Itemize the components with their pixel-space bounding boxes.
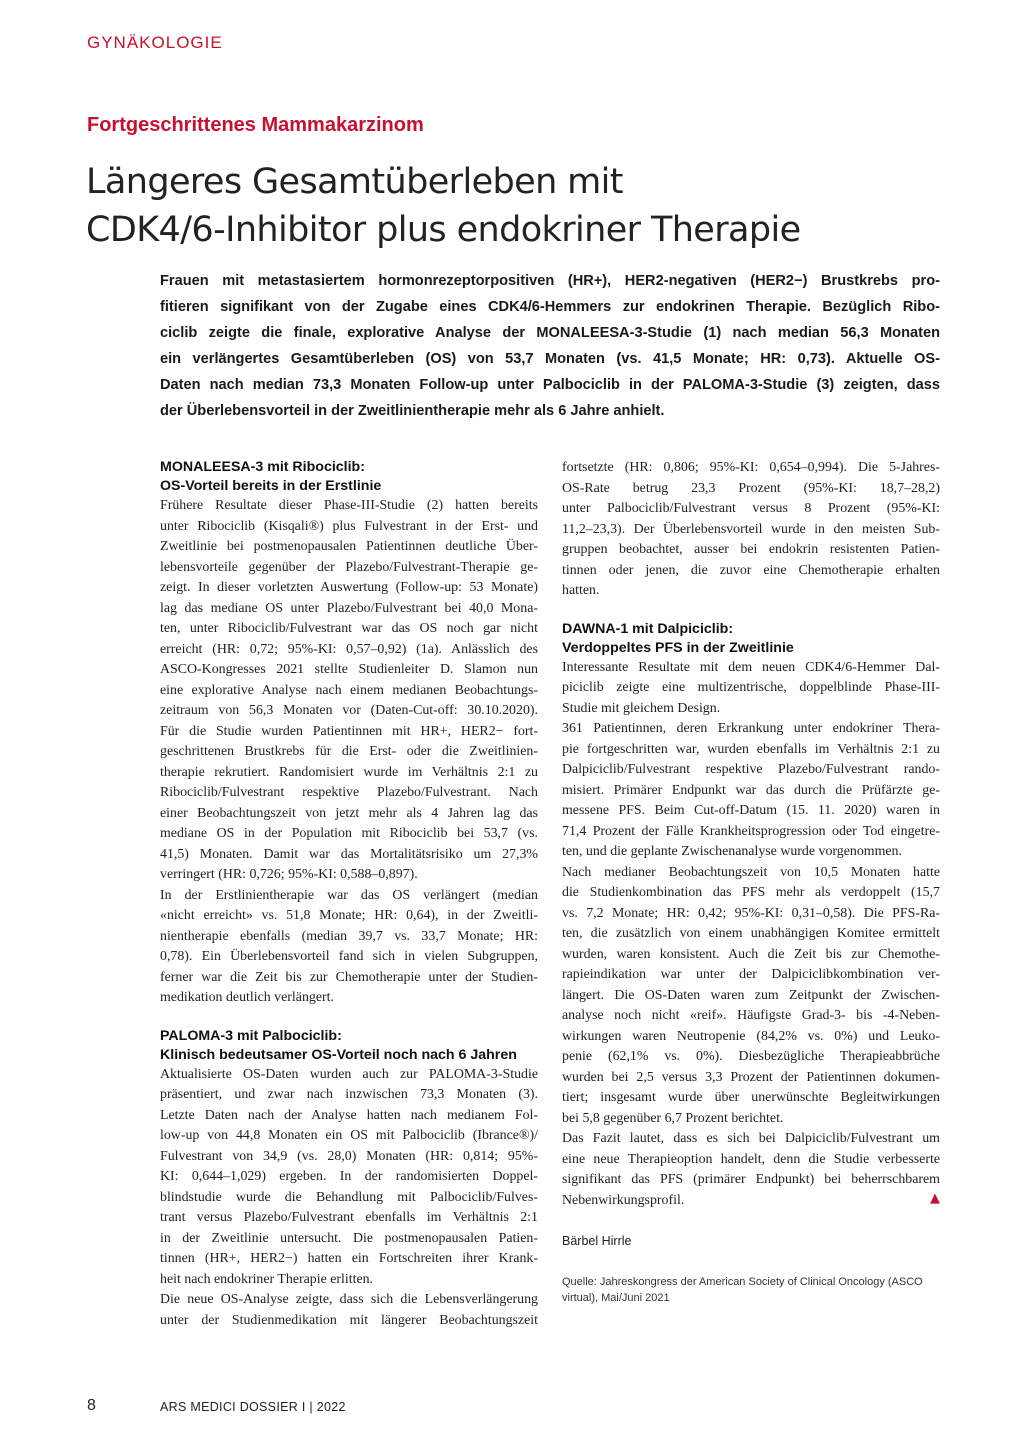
text-line: ten, unter Ribociclib/Fulvestrant war das OS noch gar nicht	[160, 621, 538, 636]
text-line: wurden bei 2,5 versus 3,3 Prozent der Patientinnen dokumen-	[562, 1069, 940, 1085]
text-line: trant versus Plazebo/Fulvestrant ebenfalls im Verhältnis 2:1	[160, 1210, 538, 1225]
text-line: analyse noch nicht «reif». Häufigste Grad-3- bis -4-Neben-	[562, 1008, 940, 1023]
text-line: In der Erstlinientherapie war das OS verlängert (median	[160, 887, 538, 903]
text-line: nientherapie ebenfalls (median 39,7 vs. 33,7 Monate; HR:	[160, 928, 538, 944]
lead-line: Frauen mit metastasiertem hormonrezeptorpositiven (HR+), HER2-negativen (HER2−) Brustkrebs pro-	[160, 273, 940, 289]
text-line: lebensvorteile gegenüber der Plazebo/Fulvestrant-Therapie ge-	[160, 559, 538, 575]
text-line: unter der Studienmedikation mit längerer Beobachtungszeit	[160, 1312, 538, 1328]
text-line: mediane OS in der Population mit Ribociclib bei 53,7 (vs.	[160, 826, 538, 841]
text-line: einer Beobachtungszeit von jetzt mehr als 4 Jahren lag das	[160, 805, 538, 821]
text-line: heit nach endokriner Therapie erlitten.	[160, 1271, 374, 1287]
text-line: 71,4 Prozent der Fälle Krankheitsprogression oder Tod eingetre-	[562, 823, 940, 839]
text-line: pie fortgeschritten war, wurden ebenfalls im Verhältnis 2:1 zu	[562, 741, 940, 757]
text-line: Dalpiciclib/Fulvestrant respektive Plazebo/Fulvestrant rando-	[562, 762, 940, 777]
text-line: in der Zweitlinie untersucht. Die postmenopausalen Patien-	[160, 1230, 538, 1246]
right-column	[562, 458, 940, 1306]
paragraph	[562, 1129, 940, 1211]
left-column	[160, 458, 538, 1331]
source-line: Quelle: Jahreskongress der American Society of Clinical Oncology (ASCO	[562, 1275, 923, 1288]
text-line: eine explorative Analyse nach einem medianen Beobachtungs-	[160, 682, 538, 698]
paragraph	[160, 1065, 538, 1291]
text-line: die Studienkombination das PFS mehr als verdoppelt (15,7	[562, 885, 940, 900]
source-line: virtual), Mai/Juni 2021	[562, 1291, 670, 1304]
title-line: Längeres Gesamtüberleben mit	[86, 162, 623, 202]
article-lead	[160, 268, 940, 424]
section-heading-monaleesa	[160, 458, 538, 496]
text-line: wirkungen waren Neutropenie (84,2% vs. 0%) und Leuko-	[562, 1028, 940, 1044]
lead-line: Daten nach median 73,3 Monaten Follow-up unter Palbociclib in der PALOMA-3-Studie (3) zeigten, dass	[160, 377, 940, 393]
text-line: vs. 7,2 Monate; HR: 0,42; 95%-KI: 0,31–0,58). Die PFS-Ra-	[562, 905, 940, 921]
text-line: präsentiert, und zwar nach inzwischen 73,3 Monaten (3).	[160, 1087, 538, 1102]
paragraph	[160, 1290, 538, 1331]
source-note	[562, 1274, 942, 1306]
text-line: messene PFS. Beim Cut-off-Datum (15. 11. 2020) waren in	[562, 803, 940, 818]
text-line: Aktualisierte OS-Daten wurden auch zur PALOMA-3-Studie	[160, 1066, 538, 1082]
text-line: Letzte Daten nach der Analyse hatten nach medianem Fol-	[160, 1107, 538, 1123]
text-line: ferner war die Zeit bis zur Chemotherapie unter der Studien-	[160, 969, 538, 985]
text-line: penie (62,1% vs. 0%). Diesbezügliche Therapieabbrüche	[562, 1049, 940, 1064]
text-line: Fulvestrant von 34,9 (vs. 28,0) Monaten (HR: 0,814; 95%-	[160, 1148, 538, 1164]
text-line: unter Ribociclib (Kisqali®) plus Fulvestrant in der Erst- und	[160, 518, 538, 534]
text-line: lag das mediane OS unter Plazebo/Fulvestrant bei 40,0 Mona-	[160, 600, 538, 616]
text-line: längert. Die OS-Daten waren zum Zeitpunkt der Zwischen-	[562, 987, 940, 1003]
article-kicker: Fortgeschrittenes Mammakarzinom	[87, 114, 424, 136]
text-line: Die neue OS-Analyse zeigte, dass sich die Lebensverlängerung	[160, 1292, 538, 1307]
text-line: erreicht (HR: 0,72; 95%-KI: 0,57–0,92) (1a). Anlässlich des	[160, 641, 538, 657]
text-line: bei 5,8 gegenüber 6,7 Prozent berichtet.	[562, 1110, 784, 1126]
text-line: ten, die zusätzlich von einem unabhängigen Komitee ermittelt	[562, 926, 940, 941]
text-line: Frühere Resultate dieser Phase-III-Studie (2) hatten bereits	[160, 498, 538, 513]
lead-line: ciclib zeigte die finale, explorative Analyse der MONALEESA-3-Studie (1) nach median 56,3 Monaten	[160, 325, 940, 341]
text-line: Nach medianer Beobachtungszeit von 10,5 Monaten hatte	[562, 864, 940, 880]
text-line: medikation deutlich verlängert.	[160, 990, 334, 1005]
title-line: CDK4/6-Inhibitor plus endokriner Therapie	[86, 210, 801, 250]
end-of-article-icon: ▲	[930, 1190, 940, 1206]
text-line: therapie rekrutiert. Randomisiert wurde im Verhältnis 2:1 zu	[160, 764, 538, 780]
text-line: rapieindikation war unter der Dalpiciclibkombination ver-	[562, 967, 940, 982]
text-line: Zweitlinie bei postmenopausalen Patientinnen deutliche Über-	[160, 539, 538, 554]
text-line: OS-Rate betrug 23,3 Prozent (95%-KI: 18,7–28,2)	[562, 480, 940, 496]
text-line: Interessante Resultate mit dem neuen CDK4/6-Hemmer Dal-	[562, 659, 940, 675]
text-line: 11,2–23,3). Der Überlebensvorteil wurde in den meisten Sub-	[562, 521, 940, 537]
paragraph	[562, 719, 940, 863]
text-line: ten, und die geplante Zwischenanalyse wurde vorgenommen.	[562, 844, 902, 859]
text-line: zeigt. In dieser vorletzten Auswertung (Follow-up: 53 Monate)	[160, 580, 538, 595]
text-line: tinnen (HR+, HER2−) hatten ein Fortschreiten ihrer Krank-	[160, 1251, 538, 1266]
text-line: gruppen beobachtet, ausser bei endokrin resistenten Patien-	[562, 542, 940, 557]
text-line: unter Palbociclib/Fulvestrant versus 8 Prozent (95%-KI:	[562, 501, 940, 516]
text-line: geschrittenen Brustkrebs für die Erst- oder die Zweitlinien-	[160, 744, 538, 759]
paragraph	[562, 458, 940, 602]
paragraph	[160, 886, 538, 1009]
text-line: eine neue Therapieoption handelt, denn die Studie verbesserte	[562, 1151, 940, 1167]
text-line: tinnen oder jenen, die zuvor eine Chemotherapie erhalten	[562, 562, 940, 578]
text-line: wurden, waren konsistent. Auch die Zeit bis zur Chemothe-	[562, 946, 940, 962]
text-line: 0,78). Ein Überlebensvorteil fand sich in vielen Subgruppen,	[160, 949, 538, 964]
page-number: 8	[87, 1397, 96, 1414]
text-line: tiert; insgesamt wurde über unerwünschte Begleitwirkungen	[562, 1090, 940, 1105]
section-tag: GYNÄKOLOGIE	[87, 33, 223, 52]
lead-line: der Überlebensvorteil in der Zweitlinientherapie mehr als 6 Jahre anhielt.	[160, 403, 665, 419]
lead-line: ein verlängertes Gesamtüberleben (OS) von 53,7 Monaten (vs. 41,5 Monate; HR: 0,73). Aktuelle OS-	[160, 351, 940, 367]
text-line: piciclib zeigte eine multizentrische, doppelblinde Phase-III-	[562, 680, 940, 695]
text-line: Das Fazit lautet, dass es sich bei Dalpiciclib/Fulvestrant um	[562, 1131, 940, 1146]
text-line: Für die Studie wurden Patientinnen mit HR+, HER2− fort-	[160, 723, 538, 739]
paragraph	[562, 863, 940, 1130]
text-line: 41,5) Monaten. Damit war das Mortalitätsrisiko um 27,3%	[160, 846, 538, 862]
text-line: hatten.	[562, 583, 600, 598]
heading-line: Klinisch bedeutsamer OS-Vorteil noch nach 6 Jahren	[160, 1046, 517, 1063]
section-heading-dawna	[562, 620, 940, 658]
text-line: Studie mit gleichem Design.	[562, 700, 721, 716]
section-heading-paloma	[160, 1027, 538, 1065]
paragraph	[160, 496, 538, 886]
text-line: «nicht erreicht» vs. 51,8 Monate; HR: 0,64), in der Zweitli-	[160, 908, 538, 923]
text-line: blindstudie wurde die Behandlung mit Palbociclib/Fulves-	[160, 1189, 538, 1205]
text-line: KI: 0,644–1,029) ergeben. In der randomisierten Doppel-	[160, 1169, 538, 1184]
paragraph-final	[562, 1129, 940, 1211]
text-line: ASCO-Kongresses 2021 stellte Studienleiter D. Slamon nun	[160, 662, 538, 677]
text-line: 361 Patientinnen, deren Erkrankung unter endokriner Thera-	[562, 721, 940, 736]
text-line: signifikant das PFS (primärer Endpunkt) bei beherrschbarem	[562, 1172, 940, 1187]
heading-line: Verdoppeltes PFS in der Zweitlinie	[562, 639, 794, 656]
text-line: verringert (HR: 0,726; 95%-KI: 0,588–0,897).	[160, 867, 418, 882]
journal-footer: ARS MEDICI DOSSIER I | 2022	[160, 1400, 346, 1414]
lead-line: fitieren signifikant von der Zugabe eines CDK4/6-Hemmers zur endokrinen Therapie. Bezüglich Ribo-	[160, 299, 940, 315]
text-line: Ribociclib/Fulvestrant respektive Plazebo/Fulvestrant. Nach	[160, 785, 538, 800]
text-line: Nebenwirkungsprofil.	[562, 1192, 685, 1208]
text-line: zeitraum von 56,3 Monaten vor (Daten-Cut-off: 30.10.2020).	[160, 703, 538, 718]
heading-line: MONALEESA-3 mit Ribociclib:	[160, 459, 365, 475]
article-title	[86, 158, 946, 254]
text-line: misiert. Primärer Endpunkt war das durch die Prüfärzte ge-	[562, 782, 940, 798]
heading-line: OS-Vorteil bereits in der Erstlinie	[160, 478, 382, 494]
text-line: fortsetzte (HR: 0,806; 95%-KI: 0,654–0,994). Die 5-Jahres-	[562, 460, 940, 475]
heading-line: DAWNA-1 mit Dalpiciclib:	[562, 620, 734, 637]
paragraph	[562, 658, 940, 720]
author: Bärbel Hirrle	[562, 1234, 632, 1248]
heading-line: PALOMA-3 mit Palbociclib:	[160, 1027, 342, 1044]
text-line: low-up von 44,8 Monaten ein OS mit Palbociclib (Ibrance®)/	[160, 1128, 538, 1143]
